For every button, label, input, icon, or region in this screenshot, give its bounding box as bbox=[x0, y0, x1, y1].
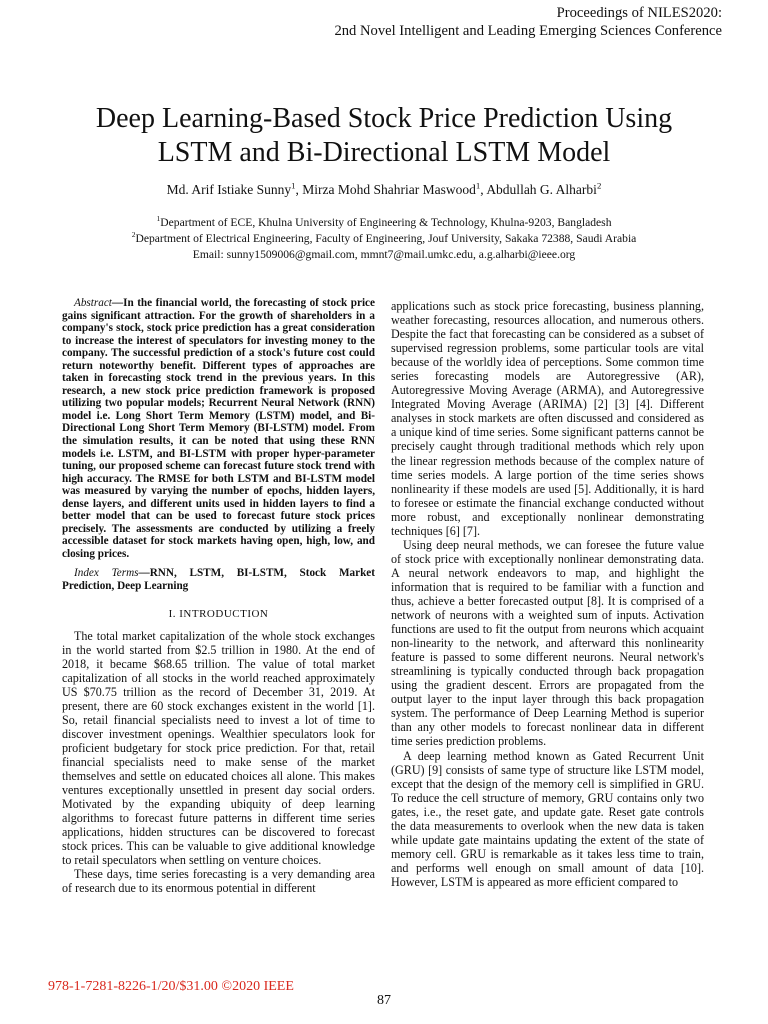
conference-header-line1: Proceedings of NILES2020: bbox=[556, 5, 722, 21]
page-number: 87 bbox=[377, 993, 391, 1008]
author-affil-mark: 2 bbox=[596, 180, 602, 191]
affiliation-text: Department of Electrical Engineering, Faculty of Engineering, Jouf University, Sakaka 72388, Saudi Arabia bbox=[135, 232, 637, 245]
author-name: Md. Arif Istiake Sunny bbox=[166, 182, 292, 197]
abstract bbox=[62, 297, 375, 560]
index-terms bbox=[62, 567, 375, 592]
abstract-lead: Abstract bbox=[74, 297, 112, 309]
conference-header-line2: 2nd Novel Intelligent and Leading Emerging Sciences Conference bbox=[334, 23, 722, 39]
abstract-text: —In the financial world, the forecasting of stock price gains significant attraction. For the growth of shareholders in a company's stock, stock price prediction has a great consideration to increase the interest of speculators for investing money to the company. The successful prediction of a stock's future cost could return noteworthy benefit. Different types of approaches are taken in forecasting stock trend in the previous years. In this research, a new stock price prediction framework is proposed utilizing two popular models; Recurrent Neural Network (RNN) model i.e. Long Short Term Memory (LSTM) model, and Bi-Directional Long Short Term Memory (BI-LSTM) model. From the simulation results, it can be noted that using these RNN models i.e. LSTM, and BI-LSTM with proper hyper-parameter tuning, our proposed scheme can forecast future stock trend with high accuracy. The RMSE for both LSTM and BI-LSTM model was measured by varying the number of epochs, hidden layers, dense layers, and different units used in hidden layers to find a better model that can be used to forecast future stock prices precisely. The assessments are conducted by utilizing a freely accessible dataset for stock markets having open, high, low, and closing prices. bbox=[62, 297, 375, 560]
paragraph: These days, time series forecasting is a very demanding area of research due to its enormous potential in different bbox=[62, 867, 375, 896]
author-affil-mark: 1 bbox=[291, 180, 296, 191]
author-emails: Email: sunny1509006@gmail.com, mmnt7@mail.umkc.edu, a.g.alharbi@ieee.org bbox=[192, 248, 576, 261]
paper-title-line2: LSTM and Bi-Directional LSTM Model bbox=[157, 137, 611, 168]
affiliation-text: Department of ECE, Khulna University of Engineering & Technology, Khulna-9203, Bangladesh bbox=[160, 216, 612, 229]
affiliation-mark: 1 bbox=[156, 214, 161, 224]
section-heading: I. INTRODUCTION bbox=[168, 607, 269, 620]
index-terms-lead: Index Terms bbox=[74, 567, 139, 580]
affiliation-2 bbox=[0, 231, 768, 247]
left-column bbox=[62, 297, 375, 896]
affiliations bbox=[0, 215, 768, 263]
copyright-notice: 978-1-7281-8226-1/20/$31.00 ©2020 IEEE bbox=[48, 979, 294, 994]
paragraph: Using deep neural methods, we can foresee the future value of stock price with exceptionally nonlinear demonstrating data. A neural network endeavors to map, and highlight the information that is required to be familiar with a function and thus, achieve a better forecasted output [8]. It is comprised of a network of neurons with a weighted sum of inputs. Activation functions are used to fit the output from neurons which acquaint non-linearity to the network, and afterward this nonlinearity feature is passed to some different neurons. Neural network's streamlining is typically conducted through back propagation using the gradient descent. Errors are propagated from the output layer to the input layer through this back propagation system. The performance of Deep Learning Method is superior than any other models to forecast nonlinear data in different time series prediction problems. bbox=[391, 537, 704, 749]
paragraph: A deep learning method known as Gated Recurrent Unit (GRU) [9] consists of same type of structure like LSTM model, except that the design of the memory cell is simplified in GRU. To reduce the cell structure of memory, GRU contains only two gates, i.e., the reset gate, and update gate. Reset gate controls the data measurements to overlook when the new data is taken while update gate maintains updating the extent of the state of memory cell. GRU is remarkable as it takes less time to train, and performs well enough on small amount of data [10]. However, LSTM is appeared as more efficient compared to bbox=[391, 748, 704, 889]
author-name: Mirza Mohd Shahriar Maswood bbox=[302, 182, 476, 197]
affiliation-mark: 2 bbox=[131, 230, 136, 240]
affiliation-1 bbox=[0, 215, 768, 231]
index-terms-text: —RNN, LSTM, BI-LSTM, Stock Market Prediction, Deep Learning bbox=[62, 567, 375, 593]
author-affil-mark: 1 bbox=[475, 180, 481, 191]
conference-header bbox=[334, 4, 722, 40]
paper-title bbox=[0, 102, 768, 170]
paragraph: applications such as stock price forecasting, business planning, weather forecasting, resources allocation, and numerous others. Despite the fact that forecasting can be considered as a subset of supervised regression problems, some particular tools are vital because of the worldly idea of perceptions. Some common time series forecasting models are Autoregressive (AR), Autoregressive Moving Average (ARMA), and Autoregressive Integrated Moving Average (ARIMA) [2] [3] [4]. Different analyses in stock markets are often discussed and considered as a unique kind of time series. Some significant patterns cannot be precisely caught through traditional methods which rely upon the linear regression methods because of the complex nature of time series models. A large portion of the time series shows nonlinearity if these models are used [5]. Additionally, it is hard to foresee or estimate the financial exchange conducted without more robust, and exceptionally nonlinear demonstrating techniques [6] [7]. bbox=[391, 299, 704, 538]
paragraph: The total market capitalization of the whole stock exchanges in the world started from $2.5 trillion in 1980. At the end of 2018, it became $68.65 trillion. The value of total market capitalization of all stocks in the world reached approximately US $70.75 trillion as the record of December 31, 2019. At present, there are 60 stock exchanges existent in the world [1]. So, retail financial specialists need to invest a lot of time to discover investment openings. Wealthier speculators look for proficient budgetary for stock price prediction. For that, retail financial specialists need to make sense of the market themselves and settle on educated choices all alone. This makes ventures exceptionally unsettled in present day social orders. Motivated by the expanding ubiquity of deep learning algorithms to forecast future patterns in different time series applications, hidden structures can be discovered to forecast stock prices. This can be valuable to give additional knowledge to retail speculators when settling on venture choices. bbox=[62, 628, 375, 868]
author-name: Abdullah G. Alharbi bbox=[486, 182, 597, 197]
paper-title-line1: Deep Learning-Based Stock Price Prediction Using bbox=[95, 103, 673, 134]
author-list: Md. Arif Istiake Sunny$^1$, Mirza Mohd Shahriar Maswood$^1$, Abdullah G. Alharbi$^2$ bbox=[166, 180, 602, 197]
right-column bbox=[391, 299, 704, 889]
